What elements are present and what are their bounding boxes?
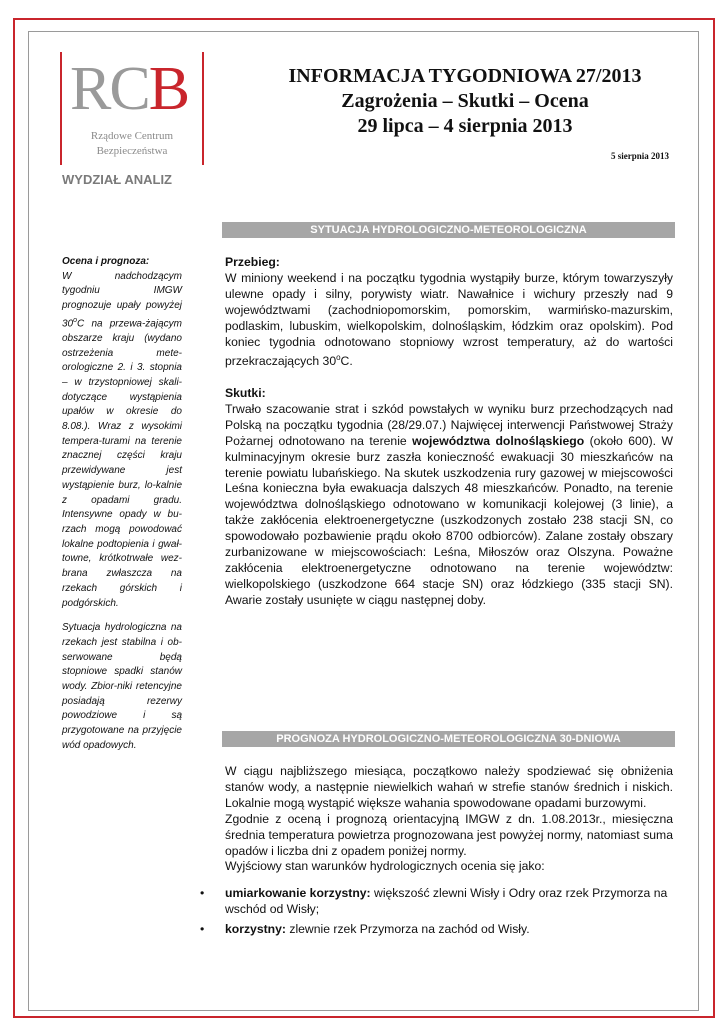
skutki-text-bold: województwa dolnośląskiego bbox=[412, 433, 585, 448]
issue-date: 5 sierpnia 2013 bbox=[610, 151, 669, 161]
forecast-section bbox=[225, 764, 673, 875]
skutki-text-a: Trwało szacowanie strat i szkód powstałych w wyniku burz przechodzących nad Polską na początku tygodnia (28/29.07.) Najwięcej interwencji Państwowej Straży Pożarnej odnotowano na terenie bbox=[225, 401, 673, 448]
logo-letters-gray: RC bbox=[70, 55, 149, 123]
degree-sup: o bbox=[336, 353, 341, 363]
document-title bbox=[232, 64, 698, 139]
section-heading-situation: SYTUACJA HYDROLOGICZNO-METEOROLOGICZNA bbox=[222, 222, 675, 238]
forecast-paragraph-1: W ciągu najbliższego miesiąca, początkowo należy spodziewać się obniżenia stanów wody, a następnie niewielkich wahań w strefie stanów średnich i niskich. Lokalnie mogą wystąpić większe wahania spowodowane opadami burzowymi. bbox=[225, 764, 673, 810]
forecast-paragraph-3: Wyjściowy stan warunków hydrologicznych ocenia się jako: bbox=[225, 859, 545, 874]
skutki-text bbox=[225, 402, 673, 609]
logo-subtitle bbox=[60, 129, 204, 159]
degree-sup: o bbox=[73, 316, 78, 324]
skutki-heading: Skutki: bbox=[225, 386, 266, 400]
przebieg-text-a: W miniony weekend i na początku tygodnia wystąpiły burze, którym towarzyszyły ulewne opady i silny, porywisty wiatr. Nawałnice i wichury przeszły nad 9 województwami (zachodniopomorskim, pomorskim, warmińsko-mazurskim, podlaskim, lubuskim, wielkopolskim, dolnośląskim, łódzkim oraz opolskim). Pod koniec tygodnia odnotowano stopniowy wzrost temperatury, aż do wartości przekraczających 30 bbox=[225, 270, 673, 369]
przebieg-text-b: C. bbox=[340, 354, 353, 369]
section-heading-forecast: PROGNOZA HYDROLOGICZNO-METEOROLOGICZNA 30-DNIOWA bbox=[222, 731, 675, 747]
list-item bbox=[200, 886, 675, 918]
skutki-section bbox=[225, 386, 673, 609]
logo-letters-red: B bbox=[148, 55, 189, 123]
sidebar-p1-a: W nadchodzącym tygodniu IMGW prognozuje upały powyżej 30 bbox=[62, 270, 182, 330]
bullet-text: większość zlewni Wisły i Odry oraz rzek Przymorza na wschód od Wisły; bbox=[225, 886, 668, 916]
bullet-label: umiarkowanie korzystny: bbox=[225, 886, 371, 900]
przebieg-heading: Przebieg: bbox=[225, 255, 280, 269]
sidebar-heading: Ocena i prognoza: bbox=[62, 256, 150, 267]
logo-subtitle-line2: Bezpieczeństwa bbox=[96, 145, 168, 157]
skutki-text-b: (około 600). W kulminacyjnym okresie burz zaszła konieczność ewakuacji 30 mieszkańców na terenie powiatu lubańskiego. Na skutek uszkodzenia rury gazowej w miejscowości Leśna konieczna była ewakuacja dalszych 48 mieszkańców. Ponadto, na terenie województwa dolnośląskiego odnotowano w komunikacji kolejowej (3 linie), a także zakłócenia elektroenergetyczne (uszkodzonych zostało 238 stacji SN, co spowodowało pozbawienie prądu około 8700 odbiorców). Zalane zostały obszary zurbanizowane w miejscowościach: Leśna, Miłoszów oraz Olszyna. Poważne zakłócenia elektroenergetyczne odnotowano na terenie województw: wielkopolskiego (uszkodzone 664 stacje SN) oraz łódzkiego (335 stacji SN). Awarie zostały usunięte w ciągu następnej doby. bbox=[225, 433, 673, 607]
list-item bbox=[200, 922, 675, 938]
forecast-bullet-list bbox=[200, 886, 675, 942]
przebieg-text bbox=[225, 271, 673, 371]
title-line2: Zagrożenia – Skutki – Ocena bbox=[341, 90, 589, 112]
title-line3: 29 lipca – 4 sierpnia 2013 bbox=[357, 115, 573, 137]
logo-letters bbox=[70, 55, 189, 123]
department-label: WYDZIAŁ ANALIZ bbox=[62, 172, 172, 187]
bullet-icon: • bbox=[200, 921, 205, 936]
sidebar-paragraph-1 bbox=[62, 255, 182, 611]
forecast-paragraph-2: Zgodnie z oceną i prognozą orientacyjną IMGW z dn. 1.08.2013r., miesięczna średnia temperatura powietrza prognozowana jest powyżej normy, natomiast suma opadów i liczba dni z opadem poniżej normy. bbox=[225, 811, 673, 858]
bullet-text: zlewnie rzek Przymorza na zachód od Wisły. bbox=[285, 921, 530, 936]
logo-subtitle-line1: Rządowe Centrum bbox=[90, 130, 174, 142]
title-line1: INFORMACJA TYGODNIOWA 27/2013 bbox=[288, 65, 642, 87]
przebieg-section bbox=[225, 255, 673, 370]
bullet-icon: • bbox=[200, 886, 205, 900]
bullet-label: korzystny: bbox=[225, 921, 286, 936]
sidebar-paragraph-2: Sytuacja hydrologiczna na rzekach jest stabilna i ob-serwowane będą stopniowe spadki stanów wody. Zbior-niki retencyjne posiadają rezerwy powodziowe i są przygotowane na przyjęcie wód opadowych. bbox=[62, 622, 182, 751]
sidebar-p1-b: C na przewa-żającym obszarze kraju (wydano ostrzeżenia mete-orologiczne 2. i 3. stopnia – w trzystopniowej skali-dotyczące wystąpienia upałów w okresie do 8.08.). Wraz z wysokimi tempera-turami na terenie znacznej części kraju przewidywane jest wystąpienie burz, lo-kalnie z opadami gradu. Intensywne opady w bu-rzach mogą powodować lokalne podtopienia i gwał-towne, krótkotrwałe wez-brana zwłaszcza na rzekach górskich i podgórskich. bbox=[62, 318, 182, 609]
sidebar-assessment bbox=[62, 255, 182, 764]
